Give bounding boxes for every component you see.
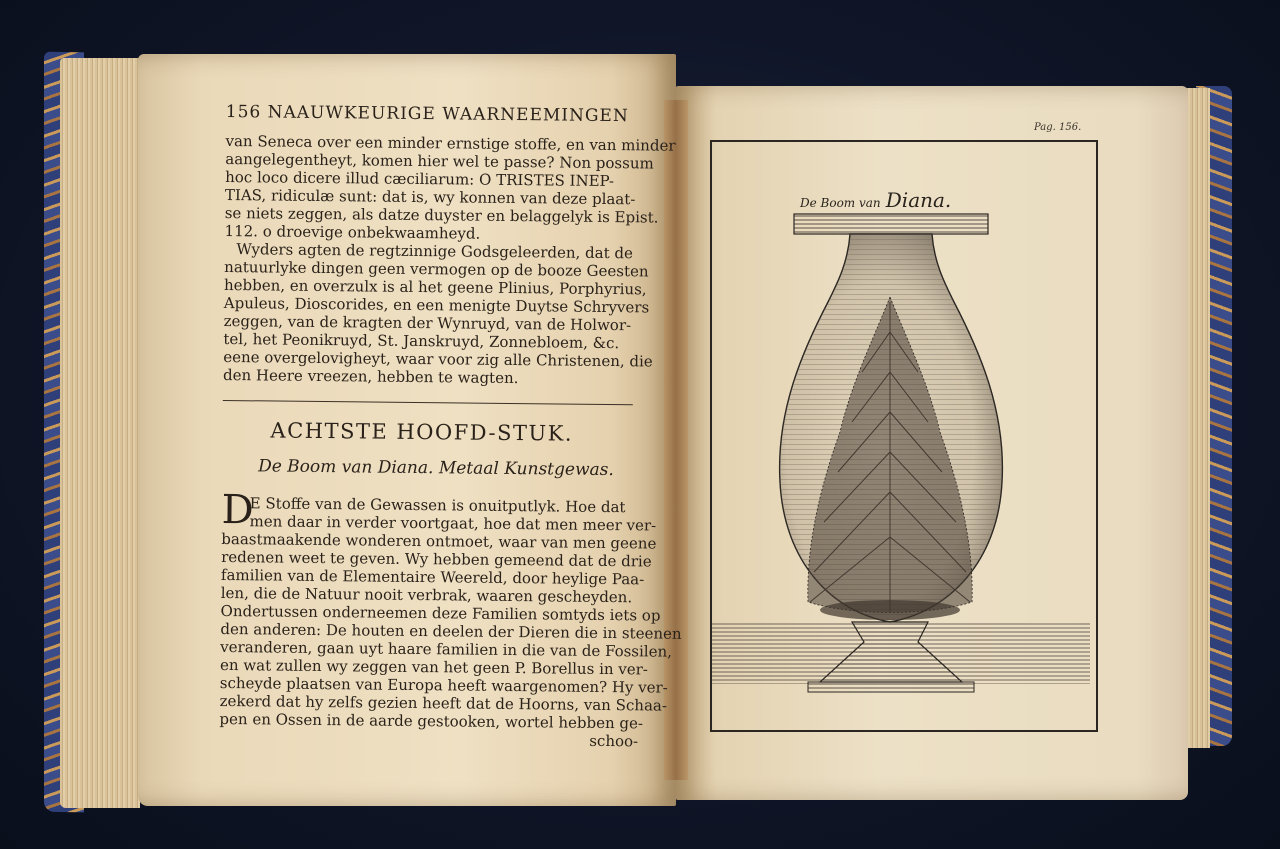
text-line: se niets zeggen, als datze duyster en belaggelyk is Epist. [224,203,659,227]
text-line: Apuleus, Dioscorides, en een menigte Duytse Schryvers [223,293,650,317]
running-head: 156 NAAUWKEURIGE WAARNEEMINGEN [225,101,629,127]
drop-cap: D [221,486,254,534]
text-line: veranderen, gaan uyt haare familien in die van de Fossilen, [220,637,673,661]
text-line: eene overgelovigheyt, waar voor zig alle Christenen, die [223,347,653,371]
text-line: zeggen, van de kragten der Wynruyd, van de Holwor- [223,311,632,335]
text-line: hoc loco dicere illud cæciliarum: O TRISTES INEP- [225,167,615,191]
text-line: scheyde plaatsen van Europa heeft waargenomen? Hy ver- [219,673,668,697]
text-line: den Heere vreezen, hebben te wagten. [222,365,519,388]
text-line: tel, het Peonikruyd, St. Janskruyd, Zonnebloem, &c. [223,329,620,353]
engraving-vase-tree [712,142,1092,726]
text-line: hebben, en overzulx is al het geene Plinius, Porphyrius, [223,275,647,299]
text-line: zekerd dat hy zelfs gezien heeft dat de Hoorns, van Schaa- [219,691,668,715]
chapter-subtitle: De Boom van Diana. Metaal Kunstgewas. [258,456,614,481]
text-line: Ondertussen onderneemen deze Familien somtyds iets op [220,601,661,625]
text-line: E Stoffe van de Gewassen is onuitputlyk. Hoe dat [249,494,626,517]
text-line: len, die de Natuur nooit verbrak, waaren gescheyden. [220,583,633,607]
caption-big: Diana. [885,188,952,212]
caption-small: De Boom van [800,196,881,210]
chapter-title: ACHTSTE HOOFD-STUK. [270,418,574,446]
text-line: en wat zullen wy zeggen van het geen P. Borellus in ver- [219,655,649,679]
text-line: familien van de Elementaire Weereld, door heylige Paa- [220,565,645,589]
text-line: redenen weet te geven. Wy hebben gemeend dat de drie [221,547,652,571]
text-line: men daar in verder voortgaat, hoe dat men meer ver- [249,512,657,535]
text-line: aangelegentheyt, komen hier wel te passe? Non possum [225,149,654,173]
text-line: 112. o droevige onbekwaamheyd. [224,221,481,243]
page-edges-left [60,58,140,808]
text-line: TIAS, ridiculæ sunt: dat is, wy konnen van deze plaat- [224,185,636,209]
text-line: natuurlyke dingen geen vermogen op de booze Geesten [224,257,649,281]
text-line: baastmaakende wonderen ontmoet, waar van men geene [221,529,657,553]
text-line: pen en Ossen in de aarde gestooken, wortel hebben ge- [219,709,644,733]
plate-page-reference: Pag. 156. [1034,122,1082,133]
text-line: den anderen: De houten en deelen der Dieren die in steenen [220,619,682,643]
text-line: Wyders agten de regtzinnige Godsgeleerden, dat de [236,240,634,263]
text-line: schoo- [589,731,639,751]
text-line: van Seneca over een minder ernstige stoffe, en van minder [225,131,676,155]
